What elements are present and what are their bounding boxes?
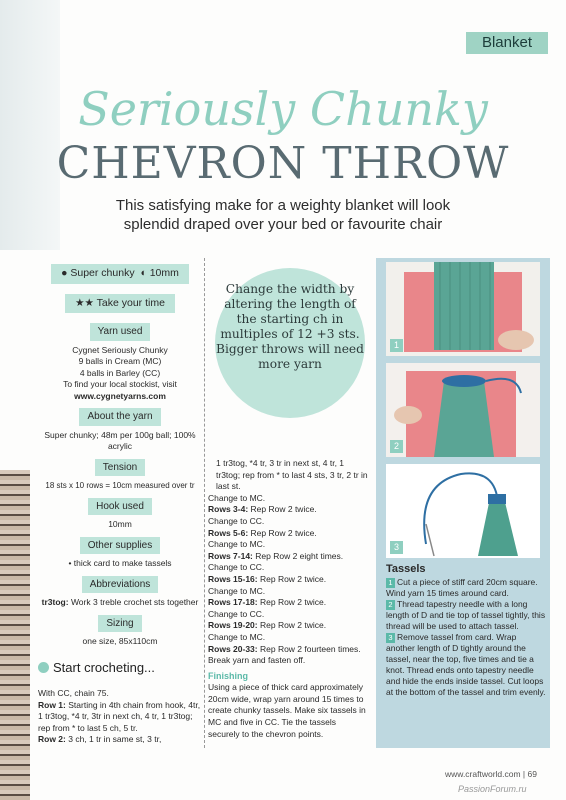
tassel-photo-1 [386,262,540,356]
tassels-heading: Tassels [386,563,426,575]
tie-tassel-image [386,363,540,457]
yarn-weight-badge: ● Super chunky ◐ 10mm [51,264,189,284]
tip-circle: Change the width by altering the length of the starting ch in multiples of 12 +3 sts. Bigger throws will need more yarn [215,268,365,418]
section-tag: Blanket [466,32,548,54]
star-icon: ★★ [75,296,94,309]
page-title: CHEVRON THROW [56,138,510,189]
yarn-used-label: Yarn used [90,323,151,341]
column-divider [204,258,205,748]
info-column: ● Super chunky ◐ 10mm ★★ Take your time Yarn used Cygnet Seriously Chunky 9 balls in Cream (MC) 4 balls in Barley (CC) To find your local stockist, visit www.cygnetyarns.com About the yarn Super chunky; 48m per 100g ball; 100% acrylic Tension 18 sts x 10 rows = 10cm measured over tr Hook used 10mm Other supplies • thick card to make tassels Abbreviations tr3tog: Work 3 treble crochet sts together Sizing one size, 85x110cm [38,258,202,648]
finishing-heading: Finishing [208,670,248,681]
fabric-edge-image [0,470,30,800]
abbreviations-label: Abbreviations [82,576,159,594]
step-badge: 2 [386,600,395,610]
standfirst: This satisfying make for a weighty blanket will look splendid draped over your bed or favourite chair [115,197,451,233]
pattern-rows: 1 tr3tog, *4 tr, 3 tr in next st, 4 tr, 1 tr3tog; rep from * to last 4 sts, 3 tr, 2 tr in last st. Change to MC. Rows 3-4: Rep Row 2 twice. Change to CC. Rows 5-6: Rep Row 2 twice. Change to MC. Rows 7-14: Rep Row 2 eight times. Change to CC. Rows 15-16: Rep Row 2 twice. Change to MC. Rows 17-18: Rep Row 2 twice. Change to CC. Rows 19-20: Rep Row 2 twice. Change to MC. Rows 20-33: Rep Row 2 fourteen times. Break yarn and fasten off. Finishing Using a piece of thick card approximately 20cm wide, wrap yarn around 15 times to create chunky tassels. Make six tassels in MC and five in CC. Tie the tassels securely to the chevron points. [208,458,368,739]
yarn-ball-icon: ● [61,267,68,279]
yarn-url-link[interactable]: www.cygnetyarns.com [74,390,166,401]
finished-tassel-image [386,464,540,558]
tassel-instructions: Tassels 1 Cut a piece of stiff card 20cm square. Wind yarn 15 times around card. 2 Thread tapestry needle with a long length of D and tie top of tassel tightly, this thread will be used to attach tassel. 3 Remove tassel from card. Wrap another length of D tightly around the tassel, near the top, five times and tie a knot. Thread ends onto tapestry needle and hide the ends inside tassel. Cut loops at the bottom of the tassel and trim evenly. [386,563,546,697]
hook-used-label: Hook used [88,498,152,516]
sizing-label: Sizing [98,615,141,633]
hook-icon: ◐ [140,267,147,279]
pattern-start: With CC, chain 75. Row 1: Starting in 4th chain from hook, 4tr, 1 tr3tog, *4 tr, 3tr in next ch, 4 tr, 1 tr3tog; rep from * to last 5 ch, 5 tr. Row 2: 3 ch, 1 tr in same st, 3 tr, [38,688,201,745]
difficulty-badge: ★★ Take your time [65,294,175,314]
page-footer: www.craftworld.com | 69 [445,769,537,779]
photo-number: 3 [390,541,403,554]
tassel-photo-2 [386,363,540,457]
step-badge: 3 [386,633,395,643]
photo-number: 2 [390,440,403,453]
step-badge: 1 [386,578,395,588]
other-supplies-label: Other supplies [80,537,160,555]
photo-number: 1 [390,339,403,352]
title-script: Seriously Chunky [78,82,488,136]
start-crocheting-heading: Start crocheting... [38,660,155,675]
about-label: About the yarn [79,408,160,426]
watermark: PassionForum.ru [458,784,527,794]
card-wrapped-yarn-image [386,262,540,356]
tension-label: Tension [95,459,145,477]
tassel-photo-3 [386,464,540,558]
